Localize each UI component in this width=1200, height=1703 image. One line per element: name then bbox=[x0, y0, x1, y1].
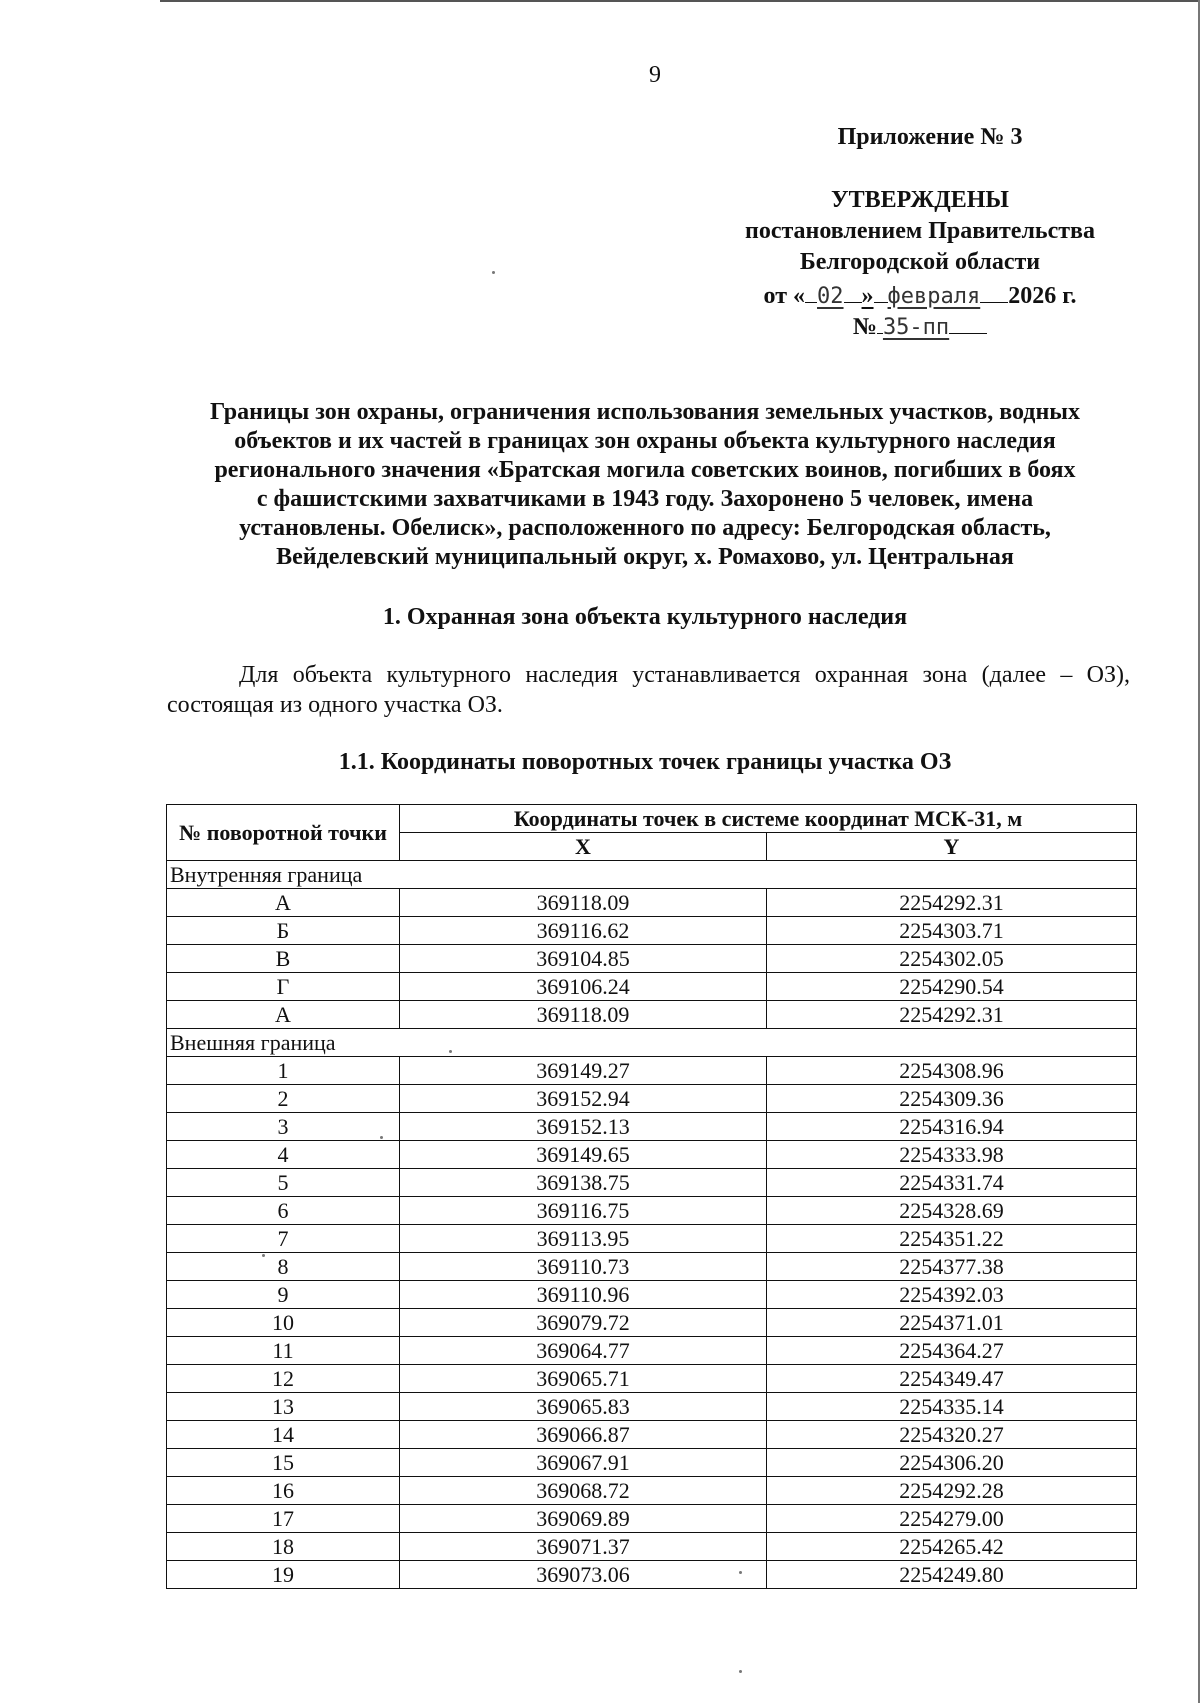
cell-x: 369065.71 bbox=[400, 1365, 767, 1393]
cell-point: 8 bbox=[167, 1253, 400, 1281]
cell-x: 369066.87 bbox=[400, 1421, 767, 1449]
header-coordinates: Координаты точек в системе координат МСК-31, м bbox=[400, 805, 1137, 833]
title-line: Границы зон охраны, ограничения использования земельных участков, водных bbox=[209, 399, 1081, 425]
cell-x: 369064.77 bbox=[400, 1337, 767, 1365]
title-line: Вейделевский муниципальный округ, х. Ромахово, ул. Центральная bbox=[276, 544, 1014, 570]
cell-y: 2254364.27 bbox=[767, 1337, 1137, 1365]
cell-point: 14 bbox=[167, 1421, 400, 1449]
cell-point: 6 bbox=[167, 1197, 400, 1225]
date-month: февраля bbox=[887, 284, 981, 309]
table-row bbox=[167, 1421, 1137, 1449]
cell-y: 2254308.96 bbox=[767, 1057, 1137, 1085]
cell-point: Г bbox=[167, 973, 400, 1001]
cell-x: 369073.06 bbox=[400, 1561, 767, 1589]
table-row bbox=[167, 1533, 1137, 1561]
cell-y: 2254320.27 bbox=[767, 1421, 1137, 1449]
cell-y: 2254377.38 bbox=[767, 1253, 1137, 1281]
header-x: X bbox=[400, 833, 767, 861]
body-paragraph bbox=[167, 660, 1130, 720]
table-row bbox=[167, 1477, 1137, 1505]
date-day: 02 bbox=[817, 284, 844, 309]
cell-point: 19 bbox=[167, 1561, 400, 1589]
table-row bbox=[167, 1449, 1137, 1477]
cell-x: 369138.75 bbox=[400, 1169, 767, 1197]
cell-y: 2254328.69 bbox=[767, 1197, 1137, 1225]
title-line: регионального значения «Братская могила советских воинов, погибших в боях bbox=[214, 457, 1076, 483]
cell-point: 10 bbox=[167, 1309, 400, 1337]
title-line: с фашистскими захватчиками в 1943 году. Захоронено 5 человек, имена bbox=[256, 486, 1034, 512]
cell-point: 7 bbox=[167, 1225, 400, 1253]
table-row bbox=[167, 1197, 1137, 1225]
cell-point: Б bbox=[167, 917, 400, 945]
cell-point: 3 bbox=[167, 1113, 400, 1141]
cell-x: 369104.85 bbox=[400, 945, 767, 973]
cell-point: В bbox=[167, 945, 400, 973]
cell-x: 369068.72 bbox=[400, 1477, 767, 1505]
scan-speck bbox=[380, 1136, 383, 1139]
cell-x: 369071.37 bbox=[400, 1533, 767, 1561]
cell-y: 2254265.42 bbox=[767, 1533, 1137, 1561]
cell-y: 2254331.74 bbox=[767, 1169, 1137, 1197]
cell-y: 2254349.47 bbox=[767, 1365, 1137, 1393]
cell-y: 2254316.94 bbox=[767, 1113, 1137, 1141]
cell-x: 369069.89 bbox=[400, 1505, 767, 1533]
header-point-number: № поворотной точки bbox=[167, 805, 400, 861]
date-prefix: от « bbox=[763, 283, 806, 309]
date-year: 2026 г. bbox=[1008, 283, 1077, 309]
cell-point: 11 bbox=[167, 1337, 400, 1365]
cell-x: 369065.83 bbox=[400, 1393, 767, 1421]
scan-speck bbox=[492, 271, 495, 274]
cell-point: 15 bbox=[167, 1449, 400, 1477]
number-prefix: № bbox=[852, 314, 877, 340]
group-row bbox=[167, 1029, 1137, 1057]
paragraph-text: Для объекта культурного наследия устанавливается охранная зона (далее – ОЗ), состоящая из одного участка ОЗ. bbox=[167, 662, 1130, 718]
table-row bbox=[167, 1561, 1137, 1589]
approved-label: УТВЕРЖДЕНЫ bbox=[831, 187, 1009, 213]
group-label: Внутренняя граница bbox=[167, 861, 1137, 889]
cell-point: 12 bbox=[167, 1365, 400, 1393]
cell-point: 2 bbox=[167, 1085, 400, 1113]
cell-x: 369113.95 bbox=[400, 1225, 767, 1253]
cell-y: 2254292.31 bbox=[767, 889, 1137, 917]
table-row bbox=[167, 1113, 1137, 1141]
cell-y: 2254309.36 bbox=[767, 1085, 1137, 1113]
cell-point: 17 bbox=[167, 1505, 400, 1533]
title-line: установлены. Обелиск», расположенного по адресу: Белгородская область, bbox=[239, 515, 1051, 541]
cell-point: 5 bbox=[167, 1169, 400, 1197]
table-row bbox=[167, 889, 1137, 917]
cell-x: 369116.75 bbox=[400, 1197, 767, 1225]
number-value: 35-пп bbox=[882, 315, 950, 340]
cell-y: 2254302.05 bbox=[767, 945, 1137, 973]
cell-y: 2254306.20 bbox=[767, 1449, 1137, 1477]
appendix-label: Приложение № 3 bbox=[837, 124, 1023, 150]
cell-y: 2254333.98 bbox=[767, 1141, 1137, 1169]
cell-point: А bbox=[167, 889, 400, 917]
cell-y: 2254351.22 bbox=[767, 1225, 1137, 1253]
cell-x: 369110.73 bbox=[400, 1253, 767, 1281]
table-row bbox=[167, 1505, 1137, 1533]
page-edge bbox=[160, 0, 1200, 2]
approval-date bbox=[700, 278, 1140, 312]
cell-x: 369149.65 bbox=[400, 1141, 767, 1169]
coordinates-table bbox=[166, 804, 1137, 1589]
cell-y: 2254279.00 bbox=[767, 1505, 1137, 1533]
document-title bbox=[160, 398, 1130, 572]
cell-point: 13 bbox=[167, 1393, 400, 1421]
cell-point: 16 bbox=[167, 1477, 400, 1505]
cell-x: 369152.94 bbox=[400, 1085, 767, 1113]
cell-point: 1 bbox=[167, 1057, 400, 1085]
cell-x: 369067.91 bbox=[400, 1449, 767, 1477]
region-label: Белгородской области bbox=[799, 249, 1041, 275]
cell-x: 369118.09 bbox=[400, 1001, 767, 1029]
table-header-row bbox=[167, 805, 1137, 833]
table-row bbox=[167, 1085, 1137, 1113]
table-row bbox=[167, 1365, 1137, 1393]
cell-x: 369079.72 bbox=[400, 1309, 767, 1337]
cell-y: 2254392.03 bbox=[767, 1281, 1137, 1309]
table-row bbox=[167, 1169, 1137, 1197]
table-row bbox=[167, 1281, 1137, 1309]
table-row bbox=[167, 945, 1137, 973]
table-row bbox=[167, 1337, 1137, 1365]
title-line: объектов и их частей в границах зон охраны объекта культурного наследия bbox=[234, 428, 1056, 454]
section-heading: 1. Охранная зона объекта культурного наследия bbox=[382, 604, 908, 630]
page-number: 9 bbox=[649, 62, 661, 88]
group-label: Внешняя граница bbox=[167, 1029, 1137, 1057]
date-quote-close: » bbox=[861, 283, 874, 309]
scan-speck bbox=[739, 1571, 742, 1574]
table-row bbox=[167, 917, 1137, 945]
cell-y: 2254292.31 bbox=[767, 1001, 1137, 1029]
cell-y: 2254292.28 bbox=[767, 1477, 1137, 1505]
table-row bbox=[167, 1057, 1137, 1085]
cell-x: 369106.24 bbox=[400, 973, 767, 1001]
header-y: Y bbox=[767, 833, 1137, 861]
subsection-heading: 1.1. Координаты поворотных точек границы участка ОЗ bbox=[338, 749, 952, 775]
scan-speck bbox=[449, 1050, 452, 1053]
cell-y: 2254335.14 bbox=[767, 1393, 1137, 1421]
cell-y: 2254249.80 bbox=[767, 1561, 1137, 1589]
table-row bbox=[167, 1225, 1137, 1253]
cell-point: 9 bbox=[167, 1281, 400, 1309]
cell-y: 2254290.54 bbox=[767, 973, 1137, 1001]
scan-speck bbox=[739, 1670, 742, 1673]
table-row bbox=[167, 1393, 1137, 1421]
table-row bbox=[167, 973, 1137, 1001]
cell-x: 369152.13 bbox=[400, 1113, 767, 1141]
table-body bbox=[167, 861, 1137, 1589]
table-row bbox=[167, 1001, 1137, 1029]
group-row bbox=[167, 861, 1137, 889]
cell-y: 2254371.01 bbox=[767, 1309, 1137, 1337]
table-row bbox=[167, 1141, 1137, 1169]
table-row bbox=[167, 1253, 1137, 1281]
cell-x: 369118.09 bbox=[400, 889, 767, 917]
table-row bbox=[167, 1309, 1137, 1337]
scan-speck bbox=[262, 1254, 265, 1257]
cell-x: 369110.96 bbox=[400, 1281, 767, 1309]
approval-number bbox=[700, 309, 1140, 343]
cell-x: 369116.62 bbox=[400, 917, 767, 945]
cell-x: 369149.27 bbox=[400, 1057, 767, 1085]
cell-point: А bbox=[167, 1001, 400, 1029]
cell-point: 18 bbox=[167, 1533, 400, 1561]
resolution-label: постановлением Правительства bbox=[744, 218, 1095, 244]
cell-y: 2254303.71 bbox=[767, 917, 1137, 945]
cell-point: 4 bbox=[167, 1141, 400, 1169]
